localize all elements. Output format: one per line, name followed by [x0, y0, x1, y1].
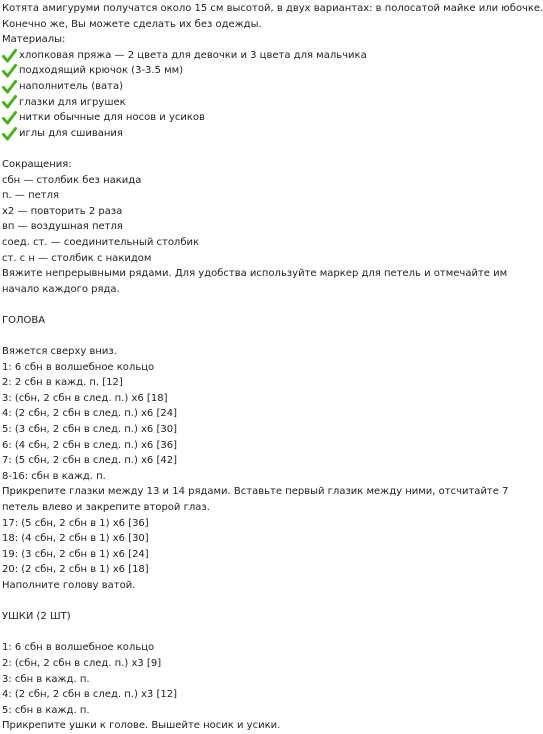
- abbreviation-item: вп — воздушная петля: [2, 221, 123, 233]
- spacer: [2, 594, 478, 610]
- head-instruction-line: 3: (сбн, 2 сбн в след. п.) х6 [18]: [2, 392, 168, 404]
- material-label: глазки для игрушек: [19, 96, 126, 108]
- checkmark-icon: [2, 95, 17, 109]
- material-item: [2, 126, 478, 142]
- pattern-document: [2, 1, 543, 734]
- abbreviation-item: п. — петля: [2, 190, 59, 202]
- head-instruction-line: 1: 6 сбн в волшебное кольцо: [2, 361, 155, 373]
- material-item: [2, 63, 478, 79]
- head-instruction-line: Наполните голову ватой.: [2, 579, 136, 591]
- checkmark-icon: [2, 49, 17, 63]
- ears-instructions: [2, 640, 478, 734]
- materials-heading: Материалы:: [2, 34, 66, 46]
- head-instruction-line: 5: (3 сбн, 2 сбн в след. п.) х6 [30]: [2, 424, 178, 436]
- abbreviations-heading: Сокращения:: [2, 158, 72, 170]
- ears-instruction-line: 5: сбн в кажд. п.: [2, 704, 90, 716]
- ears-instruction-line: 2: (сбн, 2 сбн в след. п.) х3 [9]: [2, 657, 162, 669]
- abbreviation-item: соед. ст. — соединительный столбик: [2, 236, 200, 248]
- materials-list: [2, 48, 478, 142]
- spacer: [2, 141, 478, 157]
- material-item: [2, 48, 478, 64]
- head-instruction-line: 7: (5 сбн, 2 сбн в след. п.) х6 [42]: [2, 455, 178, 467]
- head-instruction-line: 2: 2 сбн в кажд. п. [12]: [2, 377, 123, 389]
- material-label: хлопковая пряжа — 2 цвета для девочки и 3 цвета для мальчика: [19, 49, 367, 61]
- material-item: [2, 79, 478, 95]
- head-instructions: [2, 344, 509, 594]
- checkmark-icon: [2, 80, 17, 94]
- ears-instruction-line: 1: 6 сбн в волшебное кольцо: [2, 642, 155, 654]
- head-instruction-line: 20: (2 сбн, 2 сбн в 1) х6 [18]: [2, 564, 149, 576]
- head-instruction-line: Вяжется сверху вниз.: [2, 346, 117, 358]
- rounds-note-line-2: начало каждого ряда.: [2, 283, 120, 295]
- head-instruction-line: Прикрепите глазки между 13 и 14 рядами. Вставьте первый глазик между ними, отсчитайте 7: [2, 486, 509, 498]
- spacer: [2, 297, 478, 313]
- head-instruction-line: 18: (4 сбн, 2 сбн в 1) х6 [30]: [2, 533, 149, 545]
- checkmark-icon: [2, 64, 17, 78]
- ears-instruction-line: Прикрепите ушки к голове. Вышейте носик и усики.: [2, 720, 281, 732]
- checkmark-icon: [2, 127, 17, 141]
- ears-instruction-line: 3: сбн в кажд. п.: [2, 673, 90, 685]
- ears-section-title: УШКИ (2 ШТ): [2, 611, 71, 623]
- intro-line-1: Котята амигуруми получатся около 15 см высотой, в двух вариантах: в полосатой майке или юбочке.: [2, 3, 543, 14]
- head-instruction-line: 19: (3 сбн, 2 сбн в 1) х6 [24]: [2, 548, 149, 560]
- abbreviation-item: ст. с н — столбик с накидом: [2, 252, 152, 264]
- spacer: [2, 625, 478, 641]
- head-instruction-line: 6: (4 сбн, 2 сбн в след. п.) х6 [36]: [2, 439, 178, 451]
- material-item: [2, 110, 478, 126]
- head-section-title: ГОЛОВА: [2, 314, 46, 326]
- material-label: нитки обычные для носов и усиков: [19, 112, 205, 124]
- material-label: подходящий крючок (3-3.5 мм): [19, 65, 184, 77]
- intro-line-2: Конечно же, Вы можете сделать их без одежды.: [2, 18, 262, 30]
- head-instruction-line: петель влево и закрепите второй глаз.: [2, 502, 210, 513]
- rounds-note-line-1: Вяжите непрерывными рядами. Для удобства используйте маркер для петель и отмечайте им: [2, 268, 508, 280]
- material-item: [2, 95, 478, 111]
- spacer: [2, 328, 478, 344]
- head-instruction-line: 17: (5 сбн, 2 сбн в 1) х6 [36]: [2, 517, 149, 529]
- abbreviation-item: х2 — повторить 2 раза: [2, 205, 123, 217]
- head-instruction-line: 8-16: сбн в кажд. п.: [2, 470, 106, 482]
- head-instruction-line: 4: (2 сбн, 2 сбн в след. п.) х6 [24]: [2, 408, 178, 420]
- material-label: наполнитель (вата): [19, 80, 123, 92]
- ears-instruction-line: 4: (2 сбн, 2 сбн в след. п.) х3 [12]: [2, 689, 178, 701]
- checkmark-icon: [2, 111, 17, 125]
- material-label: иглы для сшивания: [19, 127, 123, 139]
- abbreviation-item: сбн — столбик без накида: [2, 174, 142, 186]
